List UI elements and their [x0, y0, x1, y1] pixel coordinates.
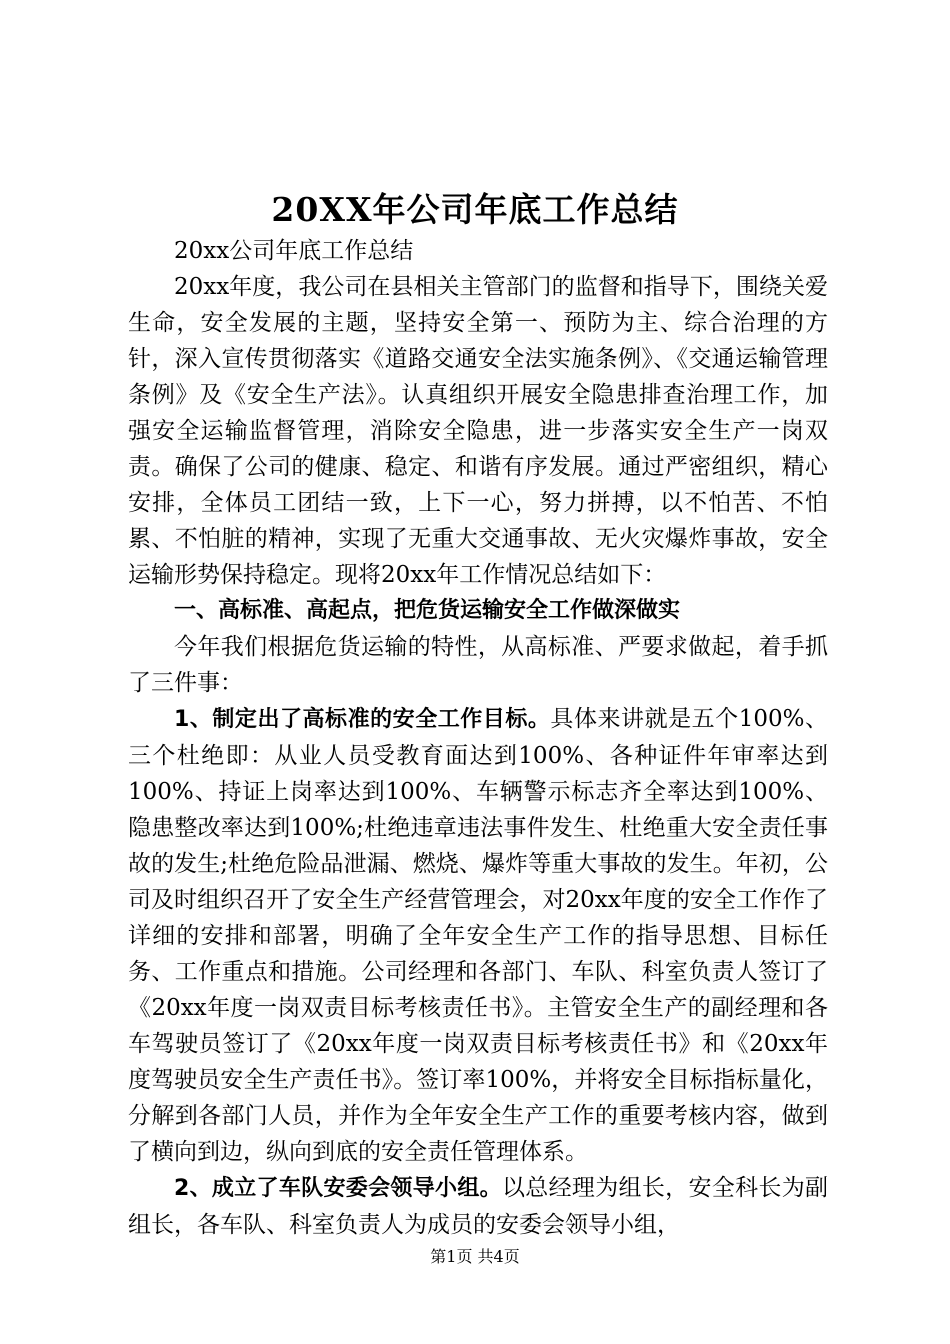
item-1-lead: 1、制定出了高标准的安全工作目标。 — [174, 707, 551, 732]
item-2-text: 以总经理为组长，安全科长为副组长，各车队、科室负责人为成员的安委会领导小组， — [128, 1175, 829, 1238]
intro-paragraph: 20xx年度，我公司在县相关主管部门的监督和指导下，围绕关爱生命，安全发展的主题，坚持安全第一、预防为主、综合治理的方针，深入宣传贯彻落实《道路交通安全法实施条例》、《交通运输管理条例》及《安全生产法》。认真组织开展安全隐患排查治理工作，加强安全运输监督管理，消除安全隐患，进一步落实安全生产一岗双责。确保了公司的健康、稳定、和谐有序发展。通过严密组织，精心安排，全体员工团结一致，上下一心，努力拼搏，以不怕苦、不怕累、不怕脏的精神，实现了无重大交通事故、无火灾爆炸事故，安全运输形势保持稳定。现将20xx年工作情况总结如下： — [128, 274, 828, 588]
section-1-intro: 今年我们根据危货运输的特性，从高标准、严要求做起，着手抓了三件事： — [128, 634, 828, 696]
section-heading-1: 一、高标准、高起点，把危货运输安全工作做深做实 — [174, 598, 681, 623]
item-1-text: 具体来讲就是五个100%、三个杜绝即：从业人员受教育面达到100%、各种证件年审率达到100%、持证上岗率达到100%、车辆警示标志齐全率达到100%、隐患整改率达到100%;杜绝违章违法事件发生、杜绝重大安全责任事故的发生;杜绝危险品泄漏、燃烧、爆炸等重大事故的发生。年初，公司及时组织召开了安全生产经营管理会，对20xx年度的安全工作作了详细的安排和部署，明确了全年安全生产工作的指导思想、目标任务、工作重点和措施。公司经理和各部门、车队、科室负责人签订了《20xx年度一岗双责目标考核责任书》。主管安全生产的副经理和各车驾驶员签订了《20xx年度一岗双责目标考核责任书》和《20xx年度驾驶员安全生产责任书》。签订率100%，并将安全目标指标量化，分解到各部门人员，并作为全年安全生产工作的重要考核内容，做到了横向到边，纵向到底的安全责任管理体系。 — [128, 706, 828, 1165]
item-2-paragraph — [128, 1170, 828, 1243]
item-1-paragraph — [128, 701, 828, 1170]
document-subtitle: 20xx公司年底工作总结 — [174, 238, 414, 264]
item-2-lead: 2、成立了车队安委会领导小组。 — [174, 1176, 502, 1201]
document-body — [128, 233, 828, 1243]
document-title: 20XX年公司年底工作总结 — [271, 190, 679, 229]
page-number: 第1页 共4页 — [430, 1247, 520, 1266]
